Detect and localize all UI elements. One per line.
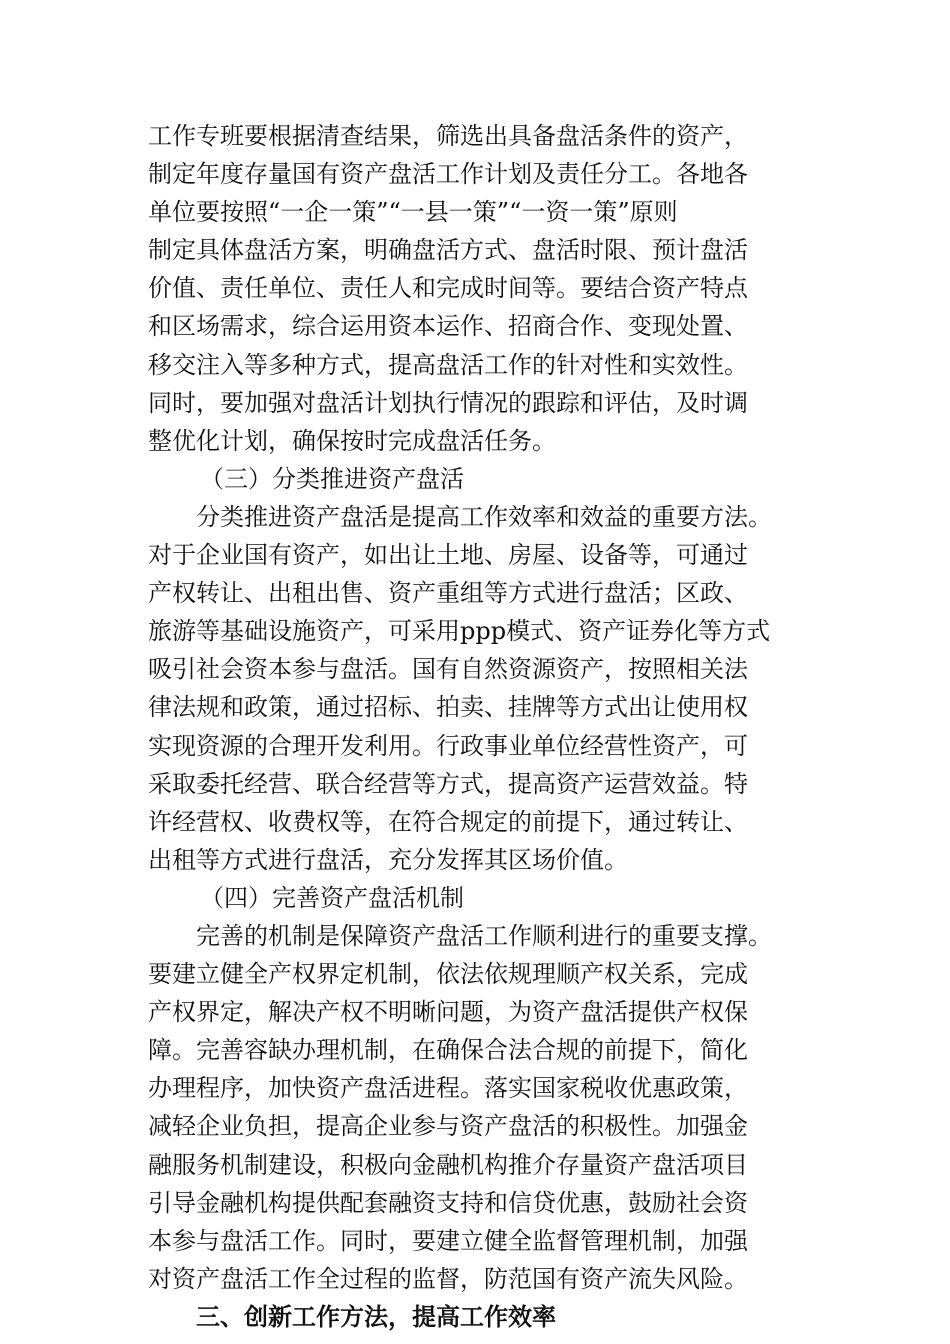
paragraph-line: 要建立健全产权界定机制，依法依规理顺产权关系，完成 [148, 960, 748, 989]
paragraph-line: 产权转让、出租出售、资产重组等方式进行盘活；区政、 [148, 579, 748, 608]
paragraph-line: 出租等方式进行盘活，充分发挥其区场价值。 [148, 845, 628, 874]
paragraph-line: 障。完善容缺办理机制，在确保合法合规的前提下，简化 [148, 1036, 748, 1065]
paragraph-line: 采取委托经营、联合经营等方式，提高资产运营效益。特 [148, 769, 748, 798]
paragraph-line: 实现资源的合理开发利用。行政事业单位经营性资产，可 [148, 731, 748, 760]
paragraph-line: 融服务机制建设，积极向金融机构推介存量资产盘活项目 [148, 1150, 748, 1179]
paragraph-line: 制定具体盘活方案，明确盘活方式、盘活时限、预计盘活 [148, 236, 748, 265]
paragraph-line: 完善的机制是保障资产盘活工作顺利进行的重要支撑。 [196, 921, 772, 950]
document-page [148, 117, 828, 1336]
paragraph-line: 同时，要加强对盘活计划执行情况的跟踪和评估，及时调 [148, 388, 748, 417]
paragraph-line: 单位要按照“一企一策”“一县一策”“一资一策”原则 [148, 198, 678, 227]
paragraph-line: 制定年度存量国有资产盘活工作计划及责任分工。各地各 [148, 160, 748, 189]
paragraph-line: 对资产盘活工作全过程的监督，防范国有资产流失风险。 [148, 1264, 748, 1293]
paragraph-line: 移交注入等多种方式，提高盘活工作的针对性和实效性。 [148, 350, 748, 379]
paragraph-line: 本参与盘活工作。同时，要建立健全监督管理机制，加强 [148, 1226, 748, 1255]
section-heading-4: （四）完善资产盘活机制 [200, 883, 464, 912]
paragraph-line: 和区场需求，综合运用资本运作、招商合作、变现处置、 [148, 312, 748, 341]
paragraph-line: 旅游等基础设施资产，可采用ppp模式、资产证券化等方式 [148, 617, 771, 646]
section-heading-3: （三）分类推进资产盘活 [200, 464, 464, 493]
paragraph-line: 许经营权、收费权等，在符合规定的前提下，通过转让、 [148, 807, 748, 836]
paragraph-line: 律法规和政策，通过招标、拍卖、挂牌等方式出让使用权 [148, 693, 748, 722]
paragraph-line: 办理程序，加快资产盘活进程。落实国家税收优惠政策， [148, 1074, 748, 1103]
paragraph-line: 工作专班要根据清查结果，筛选出具备盘活条件的资产， [148, 122, 748, 150]
chapter-heading: 三、创新工作方法，提高工作效率 [196, 1302, 556, 1331]
paragraph-line: 分类推进资产盘活是提高工作效率和效益的重要方法。 [196, 502, 772, 531]
paragraph-line: 产权界定，解决产权不明晰问题，为资产盘活提供产权保 [148, 998, 748, 1027]
paragraph-line: 对于企业国有资产，如出让土地、房屋、设备等，可通过 [148, 541, 748, 570]
paragraph-line: 减轻企业负担，提高企业参与资产盘活的积极性。加强金 [148, 1112, 748, 1141]
paragraph-line: 吸引社会资本参与盘活。国有自然资源资产，按照相关法 [148, 655, 748, 684]
paragraph-line: 价值、责任单位、责任人和完成时间等。要结合资产特点 [148, 274, 748, 303]
paragraph-line: 引导金融机构提供配套融资支持和信贷优惠，鼓励社会资 [148, 1188, 748, 1217]
paragraph-line: 整优化计划，确保按时完成盘活任务。 [148, 426, 556, 455]
